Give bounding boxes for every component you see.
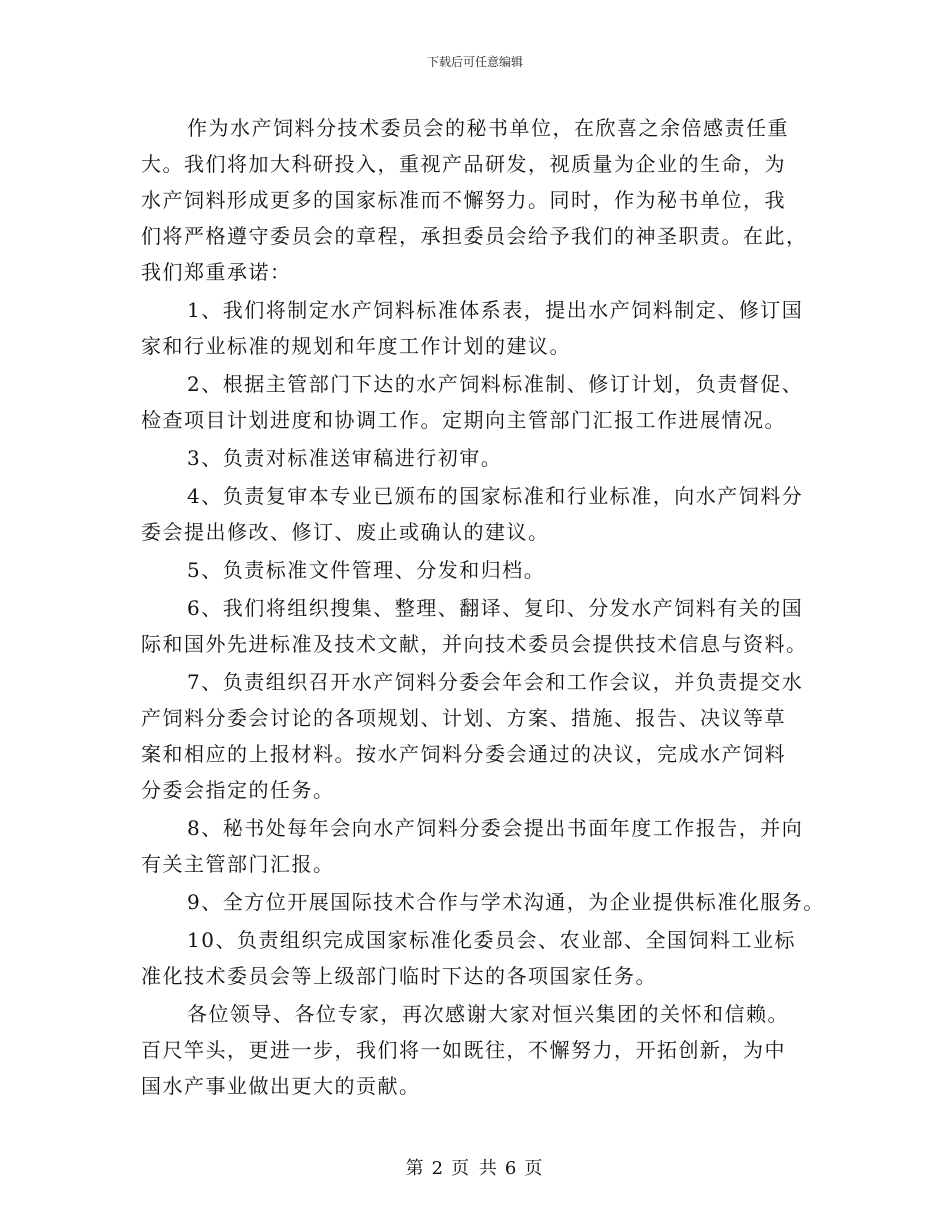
text-line: 分委会指定的任务。 [141, 778, 335, 802]
page-footer-mid: 页 共 [451, 1158, 499, 1179]
text-line: 10、负责组织完成国家标准化委员会、农业部、全国饲料工业标 [187, 928, 796, 952]
text-line: 6、我们将组织搜集、整理、翻译、复印、分发水产饲料有关的国 [187, 596, 804, 620]
paragraph-item-10 [141, 922, 811, 994]
text-line: 案和相应的上报材料。按水产饲料分委会通过的决议，完成水产饲料 [141, 742, 786, 766]
text-line: 产饲料分委会讨论的各项规划、计划、方案、措施、报告、决议等草 [141, 706, 786, 730]
text-line: 检查项目计划进度和协调工作。定期向主管部门汇报工作进展情况。 [141, 408, 786, 432]
text-line: 作为水产饲料分技术委员会的秘书单位，在欣喜之余倍感责任重 [187, 116, 789, 140]
page-header: 下载后可任意编辑 [426, 55, 523, 69]
page-footer [0, 1154, 950, 1180]
document-body [141, 110, 825, 1106]
text-line: 2、根据主管部门下达的水产饲料标准制、修订计划，负责督促、 [187, 372, 804, 396]
text-line: 有关主管部门汇报。 [141, 852, 335, 876]
text-line: 3、负责对标准送审稿进行初审。 [187, 446, 503, 470]
text-line: 们将严格遵守委员会的章程，承担委员会给予我们的神圣职责。在此， [141, 224, 808, 248]
text-line: 百尺竿头，更进一步，我们将一如既往，不懈努力，开拓创新，为中 [141, 1038, 786, 1062]
page-total: 6 [504, 1158, 519, 1179]
text-line: 各位领导、各位专家，再次感谢大家对恒兴集团的关怀和信赖。 [187, 1002, 789, 1026]
paragraph-closing [141, 996, 811, 1104]
paragraph-item-4 [141, 478, 811, 550]
paragraph-item-7 [141, 664, 811, 808]
text-line: 9、全方位开展国际技术合作与学术沟通，为企业提供标准化服务。 [187, 890, 825, 914]
paragraph-item-3 [141, 440, 811, 476]
text-line: 1、我们将制定水产饲料标准体系表，提出水产饲料制定、修订国 [187, 298, 804, 322]
text-line: 5、负责标准文件管理、分发和归档。 [187, 558, 546, 582]
page-footer-suffix: 页 [524, 1158, 545, 1179]
text-line: 委会提出修改、修订、废止或确认的建议。 [141, 520, 550, 544]
page-number: 2 [431, 1158, 446, 1179]
paragraph-item-9 [141, 884, 825, 920]
text-line: 7、负责组织召开水产饲料分委会年会和工作会议，并负责提交水 [187, 670, 804, 694]
text-line: 际和国外先进标准及技术文献，并向技术委员会提供技术信息与资料。 [141, 632, 808, 656]
paragraph-item-6 [141, 590, 811, 662]
text-line: 4、负责复审本专业已颁布的国家标准和行业标准，向水产饲料分 [187, 484, 804, 508]
paragraph-item-2 [141, 366, 811, 438]
text-line: 我们郑重承诺： [141, 260, 292, 284]
text-line: 国水产事业做出更大的贡献。 [141, 1074, 421, 1098]
page-footer-prefix: 第 [405, 1158, 426, 1179]
text-line: 准化技术委员会等上级部门临时下达的各项国家任务。 [141, 964, 657, 988]
paragraph-item-8 [141, 810, 811, 882]
paragraph-item-5 [141, 552, 811, 588]
text-line: 8、秘书处每年会向水产饲料分委会提出书面年度工作报告，并向 [187, 816, 804, 840]
text-line: 水产饲料形成更多的国家标准而不懈努力。同时，作为秘书单位，我 [141, 188, 786, 212]
text-line: 大。我们将加大科研投入，重视产品研发，视质量为企业的生命，为 [141, 152, 786, 176]
paragraph-item-1 [141, 292, 811, 364]
text-line: 家和行业标准的规划和年度工作计划的建议。 [141, 334, 571, 358]
paragraph-intro [141, 110, 811, 290]
